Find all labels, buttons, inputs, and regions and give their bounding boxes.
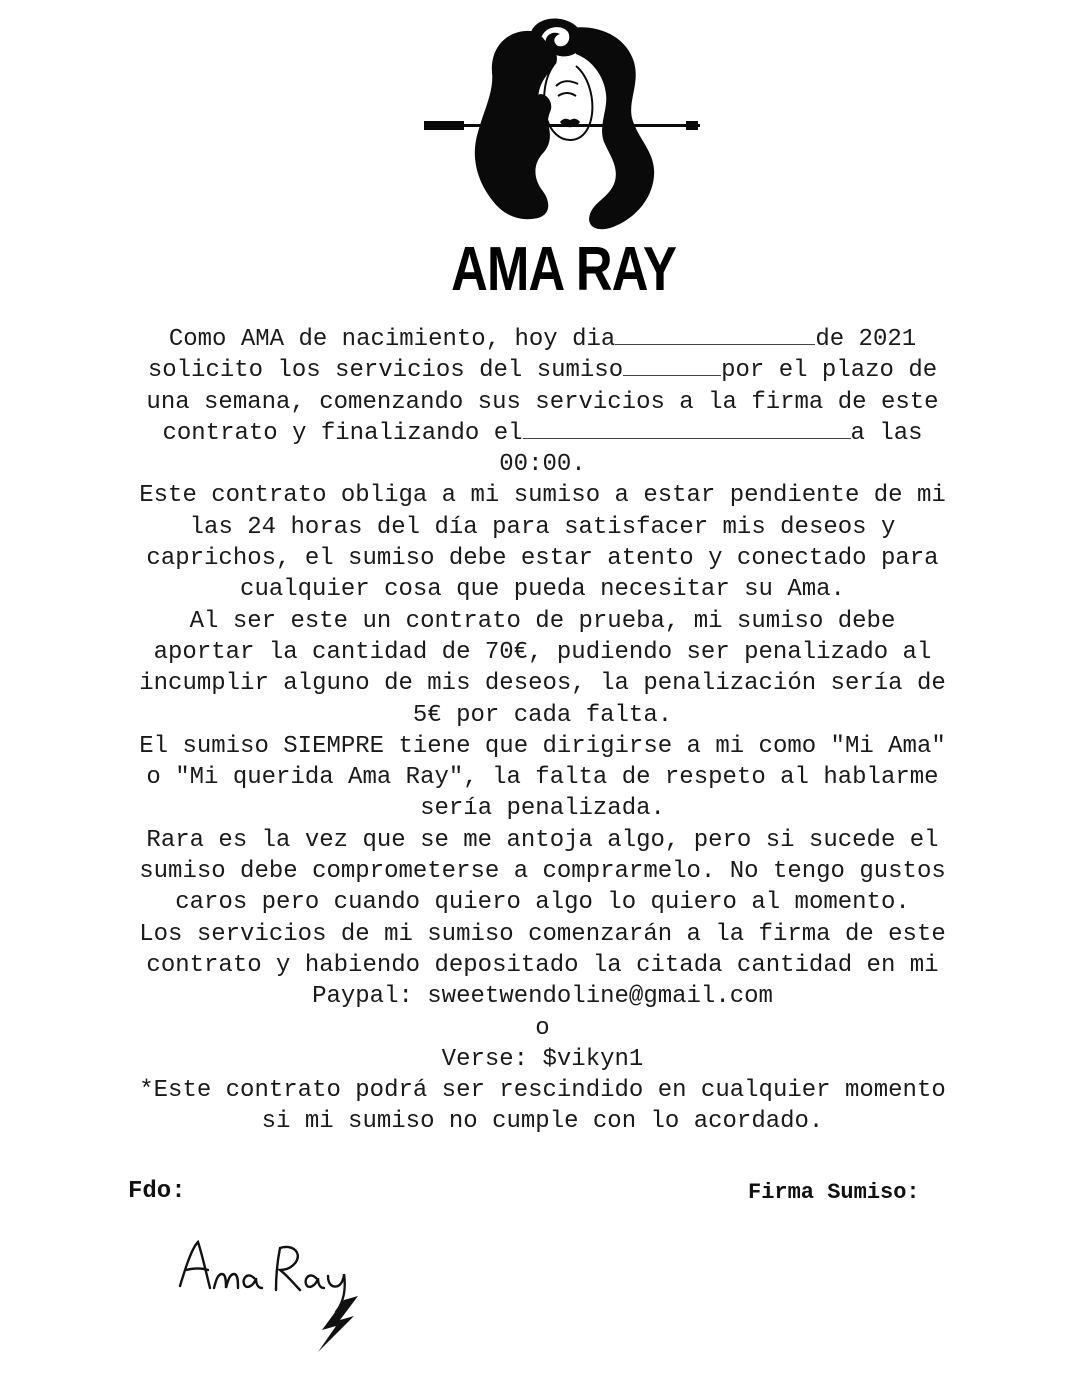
contract-line: una semana, comenzando sus servicios a la firma de este: [146, 388, 939, 416]
brand-title: AMA RAY: [451, 235, 677, 304]
contract-text: de 2021: [815, 326, 917, 353]
contract-line: Al ser este un contrato de prueba, mi sumiso debe: [189, 607, 896, 635]
contract-line: sería penalizada.: [420, 795, 665, 823]
signature-stroke-A: [180, 1242, 210, 1288]
signature-stroke-m: [214, 1274, 238, 1288]
contract-line: caprichos, el sumiso debe estar atento y conectado para: [146, 545, 939, 573]
fdo-label: Fdo:: [128, 1178, 186, 1205]
logo-holder-tip-left: [424, 121, 464, 130]
contract-line: El sumiso SIEMPRE tiene que dirigirse a mi como "Mi Ama": [139, 732, 946, 760]
firma-sumiso-label: Firma Sumiso:: [748, 1180, 920, 1205]
contract-line: *Este contrato podrá ser rescindido en cualquier momento: [139, 1077, 946, 1105]
contract-line: 5€ por cada falta.: [412, 701, 673, 729]
signature-stroke-a2: [306, 1276, 324, 1288]
contract-line: Los servicios de mi sumiso comenzarán a la firma de este: [139, 920, 946, 948]
signature-stroke-a: [244, 1276, 262, 1288]
contract-line: sumiso debe comprometerse a comprarmelo. No tengo gustos: [139, 858, 946, 886]
contract-text: contrato y finalizando el: [162, 419, 523, 447]
contract-line: si mi sumiso no cumple con lo acordado.: [261, 1108, 824, 1136]
logo-holder-tip-right: [686, 121, 698, 130]
or-line: o: [535, 1014, 550, 1042]
contract-line: [60, 324, 1025, 355]
contract-line: Este contrato obliga a mi sumiso a estar pendiente de mi: [139, 482, 946, 510]
signature-lightning: [318, 1296, 358, 1352]
verse-line: Verse: $vikyn1: [441, 1045, 644, 1073]
contract-body: [60, 324, 1025, 1138]
end-date-blank: [523, 418, 851, 439]
contract-line: las 24 horas del día para satisfacer mis deseos y: [189, 513, 896, 541]
contract-line: Rara es la vez que se me antoja algo, pero si sucede el: [146, 826, 939, 854]
contract-line: contrato y habiendo depositado la citada cantidad en mi: [146, 951, 939, 979]
contract-text: solicito los servicios del sumiso: [147, 357, 624, 385]
paypal-line: Paypal: sweetwendoline@gmail.com: [312, 983, 773, 1011]
contract-line: cualquier cosa que pueda necesitar su Ama.: [240, 576, 845, 604]
logo-cigarette-holder: [424, 124, 700, 127]
contract-line: aportar la cantidad de 70€, pudiendo ser penalizado al: [153, 638, 932, 666]
signature-stroke-R: [276, 1247, 300, 1290]
contract-line: o "Mi querida Ama Ray", la falta de respeto al hablarme: [146, 764, 939, 792]
date-blank: [615, 324, 815, 345]
contract-line: [60, 355, 1025, 386]
contract-line: incumplir alguno de mis deseos, la penalización sería de: [139, 670, 946, 698]
logo-face: [544, 62, 592, 140]
contract-line: 00:00.: [499, 451, 586, 479]
handwritten-signature: [168, 1226, 388, 1356]
sumiso-name-blank: [623, 355, 721, 376]
ama-ray-logo-illustration: [420, 14, 710, 246]
contract-line: [60, 418, 1025, 449]
contract-text: por el plazo de: [721, 357, 938, 385]
contract-line: caros pero cuando quiero algo lo quiero al momento.: [175, 889, 910, 917]
contract-text: Como AMA de nacimiento, hoy dia: [168, 326, 616, 353]
contract-text: a las: [850, 419, 923, 447]
